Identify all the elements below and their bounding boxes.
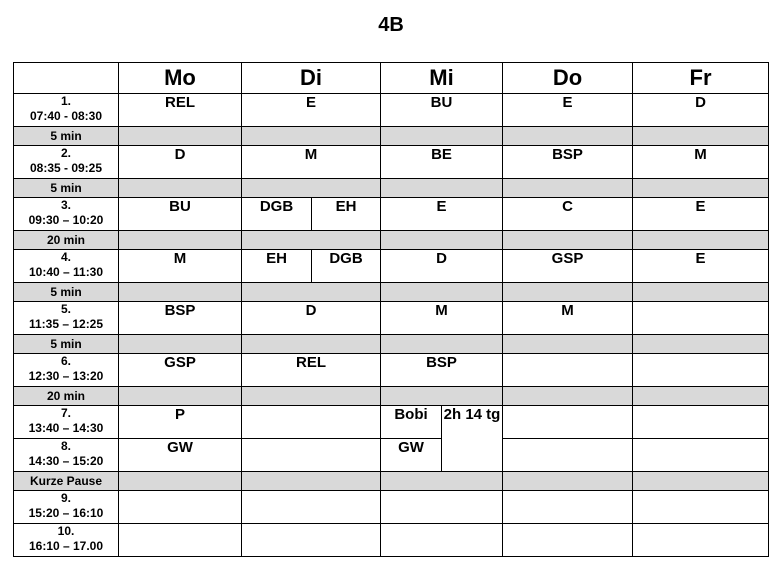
period-time: 07:40 - 08:30 [29,109,103,123]
break-row [14,231,769,250]
lesson-cell: GSP [503,250,633,283]
break-label: 20 min [14,387,119,406]
period-number: 5. [60,302,71,316]
break-row [14,179,769,198]
period-row [14,302,769,335]
period-time-cell [14,524,119,557]
lesson-cell: BU [119,198,242,231]
period-row [14,406,769,439]
lesson-cell: D [381,250,503,283]
lesson-cell: C [503,198,633,231]
lesson-cell [633,302,769,335]
lesson-cell [242,406,381,439]
lesson-cell [503,491,633,524]
period-time-cell [14,406,119,439]
period-time: 12:30 – 13:20 [28,369,104,383]
lesson-cell: P [119,406,242,439]
break-row [14,335,769,354]
break-label: 5 min [14,179,119,198]
period-time-cell [14,146,119,179]
period-number: 2. [60,146,71,160]
period-row [14,250,769,283]
lesson-cell: M [119,250,242,283]
lesson-cell: D [119,146,242,179]
page-title: 4B [378,14,404,36]
lesson-cell [119,491,242,524]
lesson-cell: E [633,250,769,283]
corner-cell [14,63,119,94]
lesson-cell: E [242,94,381,127]
lesson-cell: DGB [312,250,381,283]
period-time-cell [14,439,119,472]
lesson-cell: GW [381,439,442,472]
lesson-cell: BSP [503,146,633,179]
lesson-cell: Bobi [381,406,442,439]
lesson-cell [381,491,503,524]
lesson-note-cell: 2h 14 tg [442,406,503,472]
lesson-cell [503,406,633,439]
period-row [14,524,769,557]
break-row [14,283,769,302]
lesson-cell [503,439,633,472]
period-row [14,94,769,127]
lesson-cell: BE [381,146,503,179]
lesson-cell: REL [119,94,242,127]
period-row [14,198,769,231]
lesson-cell: DGB [242,198,312,231]
lesson-cell: E [381,198,503,231]
period-row [14,439,769,472]
period-number: 1. [60,94,71,108]
lesson-cell [633,491,769,524]
day-header-mo: Mo [119,63,242,94]
period-number: 10. [57,524,75,538]
period-time-cell [14,250,119,283]
break-label: Kurze Pause [14,472,119,491]
period-time: 15:20 – 16:10 [28,506,104,520]
day-header-mi: Mi [381,63,503,94]
break-label: 5 min [14,127,119,146]
lesson-cell [503,524,633,557]
lesson-cell [633,524,769,557]
lesson-cell [633,439,769,472]
lesson-cell [503,354,633,387]
day-header-do: Do [503,63,633,94]
period-time: 11:35 – 12:25 [28,317,104,331]
period-time: 10:40 – 11:30 [28,265,104,279]
period-time-cell [14,354,119,387]
lesson-cell: M [633,146,769,179]
header-row [14,63,769,94]
lesson-cell: GSP [119,354,242,387]
period-time: 09:30 – 10:20 [28,213,104,227]
lesson-cell: REL [242,354,381,387]
period-number: 6. [60,354,71,368]
lesson-cell [381,524,503,557]
lesson-cell: M [381,302,503,335]
period-time-cell [14,94,119,127]
lesson-cell: D [242,302,381,335]
period-row [14,146,769,179]
lesson-cell: E [503,94,633,127]
timetable [13,62,769,557]
break-label: 5 min [14,335,119,354]
period-time-cell [14,302,119,335]
break-label: 20 min [14,231,119,250]
break-row [14,127,769,146]
period-time: 16:10 – 17.00 [28,539,104,553]
period-time: 08:35 - 09:25 [29,161,103,175]
lesson-cell [119,524,242,557]
period-number: 8. [60,439,71,453]
period-number: 4. [60,250,71,264]
lesson-cell: E [633,198,769,231]
break-row [14,472,769,491]
period-number: 9. [60,491,71,505]
lesson-cell: M [503,302,633,335]
lesson-cell [242,491,381,524]
period-number: 3. [60,198,71,212]
period-row [14,491,769,524]
period-time: 14:30 – 15:20 [28,454,104,468]
lesson-cell: EH [242,250,312,283]
period-time-cell [14,198,119,231]
lesson-cell: M [242,146,381,179]
period-time: 13:40 – 14:30 [28,421,104,435]
lesson-cell [633,406,769,439]
day-header-fr: Fr [633,63,769,94]
period-time-cell [14,491,119,524]
period-number: 7. [60,406,71,420]
lesson-cell: EH [312,198,381,231]
lesson-cell [633,354,769,387]
lesson-cell: BSP [381,354,503,387]
period-row [14,354,769,387]
break-label: 5 min [14,283,119,302]
lesson-cell [242,439,381,472]
day-header-di: Di [242,63,381,94]
lesson-cell: BSP [119,302,242,335]
lesson-cell: D [633,94,769,127]
break-row [14,387,769,406]
lesson-cell: BU [381,94,503,127]
lesson-cell: GW [119,439,242,472]
lesson-cell [242,524,381,557]
